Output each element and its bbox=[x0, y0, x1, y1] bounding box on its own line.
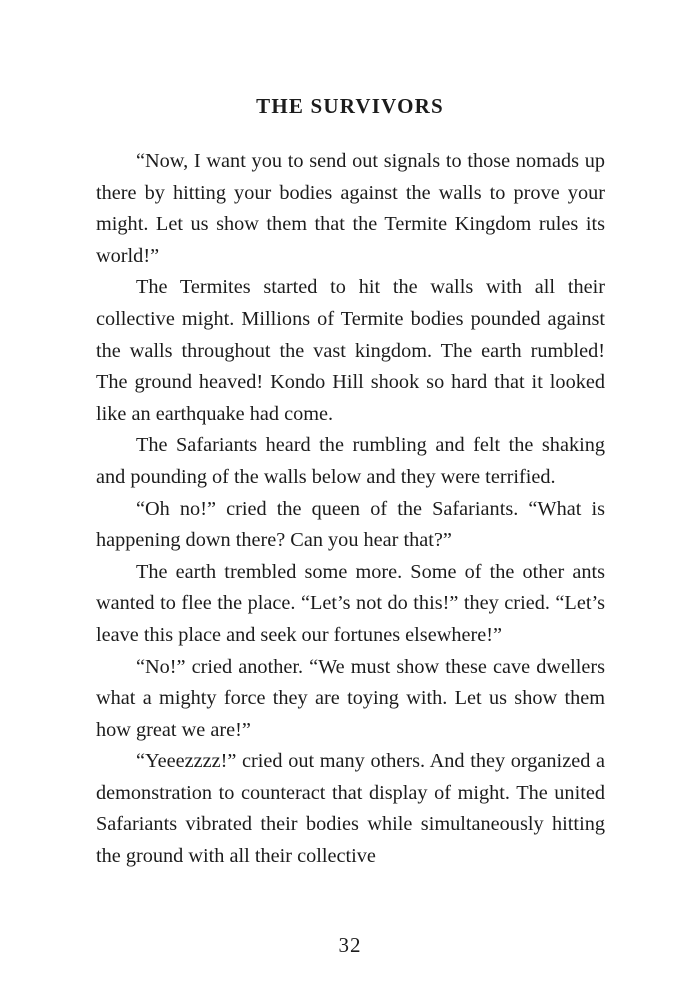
paragraph: The earth trembled some more. Some of the other ants wanted to flee the place. “Let’s not do this!” they cried. “Let’s leave this place and seek our fortunes elsewhere!” bbox=[96, 560, 605, 646]
paragraph: The Safariants heard the rumbling and felt the shaking and pounding of the walls below and they were terrified. bbox=[96, 434, 605, 488]
running-head: THE SURVIVORS bbox=[256, 94, 444, 118]
page-number: 32 bbox=[338, 933, 362, 957]
paragraph: “Now, I want you to send out signals to those nomads up there by hitting your bodies against the walls to prove your might. Let us show them that the Termite Kingdom rules its world!” bbox=[96, 150, 605, 267]
body-text bbox=[96, 146, 605, 873]
paragraph: The Termites started to hit the walls with all their collective might. Millions of Termite bodies pounded against the walls throughout the vast kingdom. The earth rumbled! The ground heaved! Kondo Hill shook so hard that it looked like an earthquake had come. bbox=[96, 276, 605, 425]
paragraph: “No!” cried another. “We must show these cave dwellers what a mighty force they are toying with. Let us show them how great we are!” bbox=[96, 655, 605, 741]
paragraph: “Yeeezzzz!” cried out many others. And they organized a demonstration to counteract that display of might. The united Safariants vibrated their bodies while simultaneously hitting the ground with all their collective bbox=[96, 750, 605, 868]
paragraph: “Oh no!” cried the queen of the Safariants. “What is happening down there? Can you hear that?” bbox=[96, 497, 605, 552]
